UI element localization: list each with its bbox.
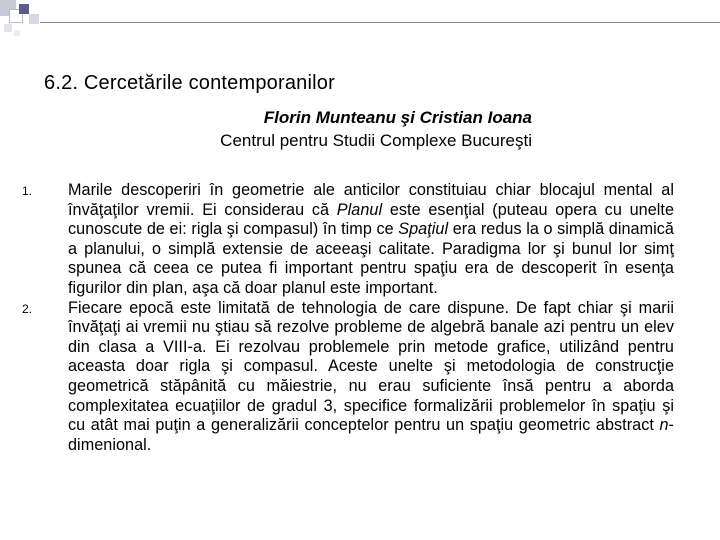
decor-square-navy bbox=[19, 4, 29, 14]
decor-square-tiny bbox=[14, 30, 20, 36]
text-segment: Marile descoperiri în geometrie ale anticilor constituiau chiar blocajul mental al învăţaţilor vremii. Ei considerau că bbox=[68, 181, 674, 219]
numbered-list bbox=[22, 181, 674, 455]
emphasis-planul: Planul bbox=[336, 200, 383, 219]
header-decoration bbox=[0, 0, 720, 40]
affiliation-line: Centrul pentru Studii Complexe Bucureşti bbox=[220, 131, 532, 150]
decor-square-light bbox=[29, 14, 39, 24]
header-rule bbox=[40, 22, 720, 23]
text-segment: -dimenional. bbox=[68, 416, 674, 454]
emphasis-n: n bbox=[659, 416, 669, 435]
list-item-text bbox=[68, 181, 674, 299]
text-segment: este esenţial (puteau opera cu unelte cunoscute de ei: rigla şi compasul) în timp ce bbox=[68, 200, 675, 239]
text-segment: Fiecare epocă este limitată de tehnologia de care dispune. De fapt chiar şi marii învăţaţi ai vremii nu ştiau să rezolve probleme de algebră banale azi pentru un elev din clasa a VIII-a. Ei rezolvau problemele prin metode grafice, utilizând pentru aceasta doar rigla şi compasul. Aceste unelte şi metodologia de construcţie geometrică stăpânită cu măiestrie, nu erau suficiente însă pentru a aborda complexitatea ecuaţiilor de gradul 3, specifice formalizării problemelor în spaţiu şi cu atât mai puţin a generalizării conceptelor pentru un spaţiu geometric abstract bbox=[68, 298, 674, 435]
list-item bbox=[22, 299, 674, 456]
list-item bbox=[22, 181, 674, 299]
list-item-text bbox=[68, 299, 674, 456]
slide-title: 6.2. Cercetările contemporanilor bbox=[44, 72, 335, 94]
decor-square-small bbox=[4, 24, 12, 32]
text-segment: era redus la o simplă dinamică a planului, o simplă extensie de aceeaşi calitate. Paradigma lor şi bunul lor simţ spunea că ceea ce putea fi important pentru spaţiu era de descoperit în esenţa figurilor din plan, aşa că doar planul este important. bbox=[68, 220, 674, 297]
emphasis-spatiul: Spaţiul bbox=[398, 220, 449, 239]
list-item-number: 1. bbox=[22, 184, 33, 198]
list-item-number: 2. bbox=[22, 301, 33, 316]
authors-line: Florin Munteanu şi Cristian Ioana bbox=[263, 108, 532, 127]
